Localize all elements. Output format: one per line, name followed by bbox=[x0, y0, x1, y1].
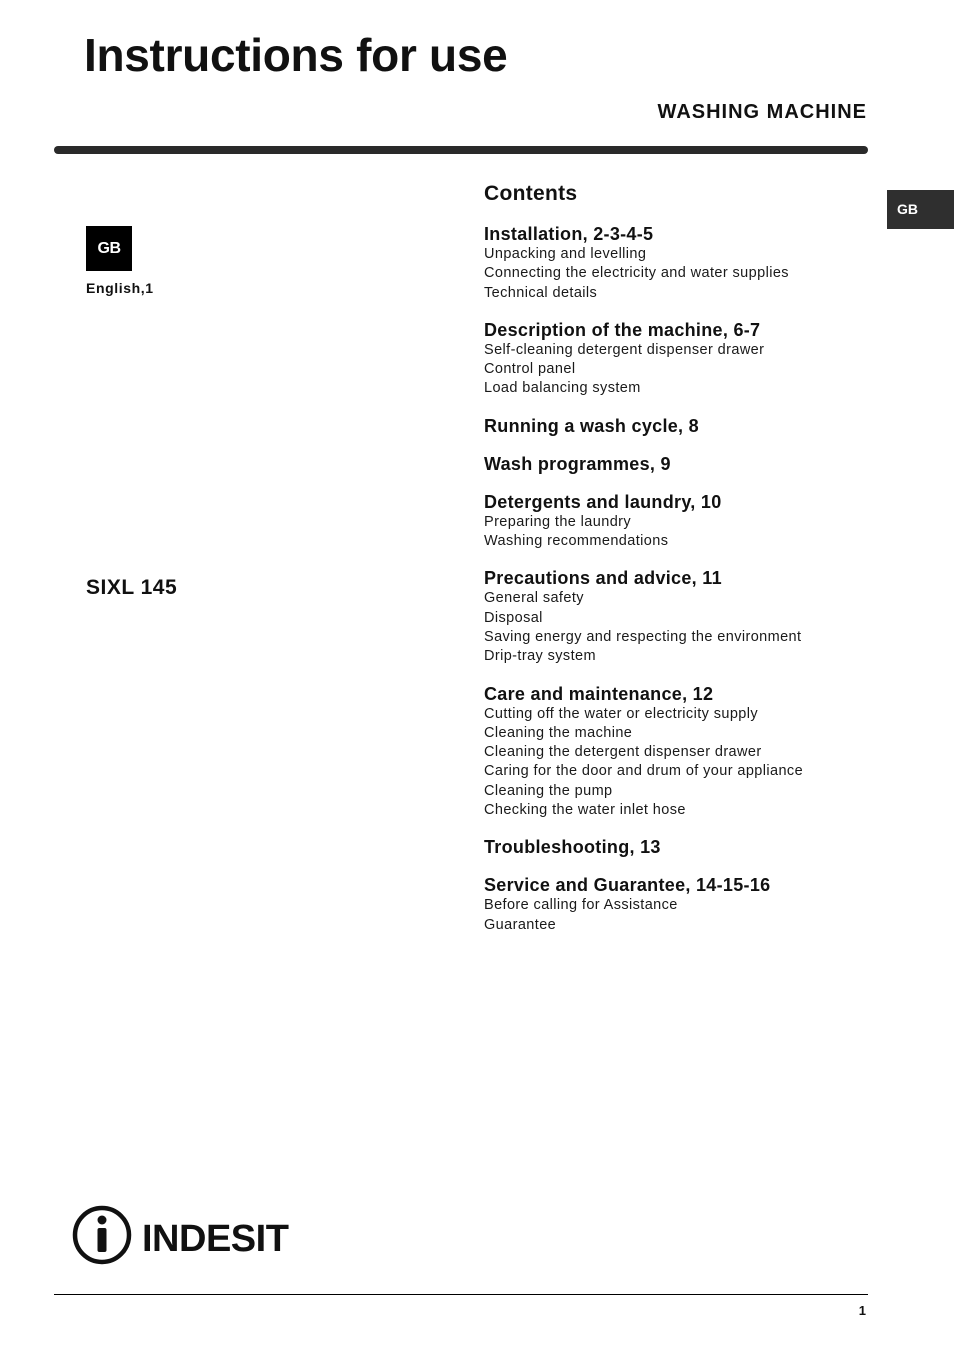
toc-subitem: Cutting off the water or electricity supply bbox=[484, 705, 759, 722]
toc-subitem: General safety bbox=[484, 590, 584, 607]
toc-subitems bbox=[484, 245, 864, 303]
model-number: SIXL 145 bbox=[86, 576, 178, 599]
page-title: Instructions for use bbox=[84, 29, 508, 81]
bottom-divider bbox=[54, 1294, 868, 1295]
toc-section-title: Wash programmes, 9 bbox=[484, 453, 671, 474]
toc-section bbox=[484, 683, 864, 821]
toc-section-title: Description of the machine, 6-7 bbox=[484, 319, 761, 340]
toc-section bbox=[484, 491, 864, 552]
toc-subitems bbox=[484, 705, 864, 821]
toc-subitem: Self-cleaning detergent dispenser drawer bbox=[484, 341, 765, 358]
toc-subitem: Cleaning the pump bbox=[484, 782, 613, 799]
logo-wordmark: INDESIT bbox=[142, 1218, 289, 1260]
toc-subitem: Before calling for Assistance bbox=[484, 897, 678, 914]
toc-subitem: Preparing the laundry bbox=[484, 513, 632, 530]
toc-list bbox=[484, 223, 864, 935]
toc-section bbox=[484, 874, 864, 935]
toc-section bbox=[484, 319, 864, 399]
toc-subitem: Saving energy and respecting the environment bbox=[484, 628, 802, 645]
toc-subitem: Guarantee bbox=[484, 916, 557, 933]
toc-subitem: Control panel bbox=[484, 361, 576, 378]
page-number: 1 bbox=[858, 1303, 866, 1318]
toc-subitems bbox=[484, 896, 864, 935]
table-of-contents bbox=[484, 180, 864, 951]
language-badge: GB bbox=[86, 226, 132, 271]
toc-section bbox=[484, 453, 864, 475]
toc-section-title: Troubleshooting, 13 bbox=[484, 837, 661, 858]
language-label: English,1 bbox=[86, 280, 154, 296]
toc-subitem: Checking the water inlet hose bbox=[484, 802, 686, 819]
language-side-tab: GB bbox=[887, 190, 954, 229]
toc-section-title: Care and maintenance, 12 bbox=[484, 683, 714, 704]
toc-subitem: Connecting the electricity and water supplies bbox=[484, 265, 789, 282]
toc-subitems bbox=[484, 589, 864, 666]
toc-subitem: Technical details bbox=[484, 284, 598, 301]
indesit-logo bbox=[72, 1205, 304, 1265]
top-divider bbox=[54, 146, 868, 154]
contents-heading: Contents bbox=[484, 182, 578, 205]
toc-subitem: Cleaning the machine bbox=[484, 724, 633, 741]
toc-section bbox=[484, 836, 864, 858]
toc-subitems bbox=[484, 513, 864, 552]
toc-subitems bbox=[484, 341, 864, 399]
toc-section-title: Detergents and laundry, 10 bbox=[484, 491, 722, 512]
toc-section bbox=[484, 223, 864, 303]
toc-section-title: Service and Guarantee, 14-15-16 bbox=[484, 875, 771, 896]
toc-section bbox=[484, 415, 864, 437]
toc-subitem: Cleaning the detergent dispenser drawer bbox=[484, 744, 762, 761]
product-type: WASHING MACHINE bbox=[657, 101, 867, 123]
toc-section-title: Precautions and advice, 11 bbox=[484, 568, 722, 589]
toc-subitem: Load balancing system bbox=[484, 380, 641, 397]
toc-subitem: Washing recommendations bbox=[484, 533, 669, 550]
toc-subitem: Unpacking and levelling bbox=[484, 246, 647, 262]
toc-section-title: Running a wash cycle, 8 bbox=[484, 415, 699, 436]
toc-subitem: Disposal bbox=[484, 609, 543, 626]
toc-subitem: Drip-tray system bbox=[484, 648, 596, 665]
toc-section-title: Installation, 2-3-4-5 bbox=[484, 224, 654, 244]
toc-section bbox=[484, 567, 864, 666]
toc-subitem: Caring for the door and drum of your appliance bbox=[484, 763, 804, 780]
